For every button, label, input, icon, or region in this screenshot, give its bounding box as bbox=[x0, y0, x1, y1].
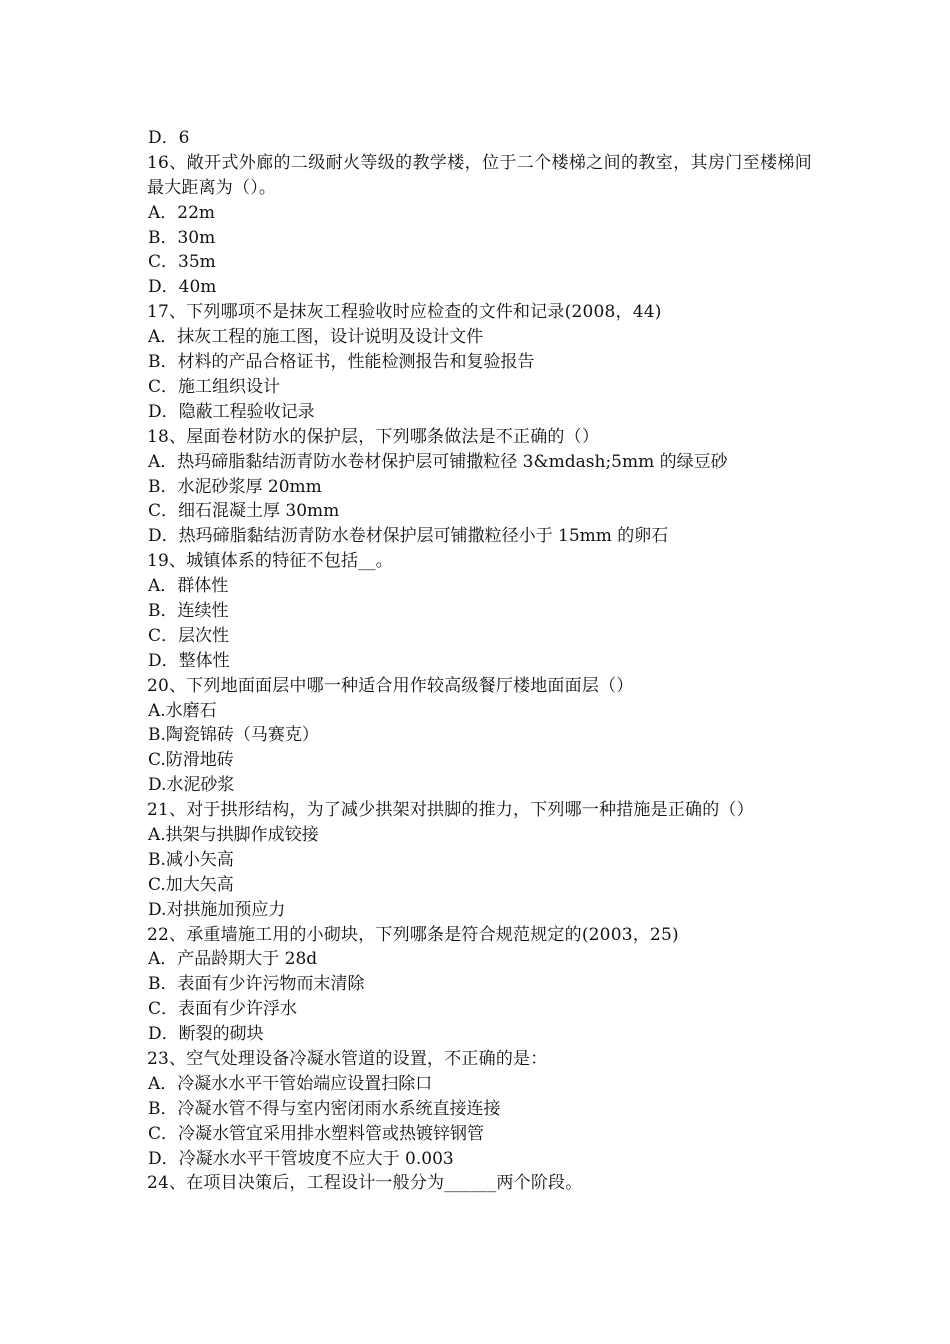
answer-option: A．产品龄期大于 28d bbox=[148, 949, 318, 970]
answer-option: B．表面有少许污物而末清除 bbox=[148, 974, 365, 995]
answer-option: D.对拱施加预应力 bbox=[148, 899, 286, 920]
answer-option: A.拱架与拱脚作成铰接 bbox=[148, 824, 319, 845]
answer-option: B．连续性 bbox=[148, 600, 229, 621]
question-text: 16、敞开式外廊的二级耐火等级的教学楼，位于二个楼梯之间的教室，其房门至楼梯间最大距离为（）。 bbox=[147, 152, 812, 198]
question-text: 21、对于拱形结构，为了减少拱架对拱脚的推力，下列哪一种措施是正确的（） bbox=[147, 800, 754, 821]
answer-option: A．群体性 bbox=[148, 576, 229, 597]
answer-option: A.水磨石 bbox=[148, 700, 217, 721]
answer-option: C.加大矢高 bbox=[148, 874, 234, 895]
question-text: 18、屋面卷材防水的保护层，下列哪条做法是不正确的（） bbox=[147, 426, 600, 447]
answer-option: B.陶瓷锦砖（马赛克） bbox=[148, 725, 319, 746]
answer-option: A．抹灰工程的施工图，设计说明及设计文件 bbox=[148, 327, 484, 348]
answer-option: C．35m bbox=[148, 252, 216, 273]
answer-option: B.减小矢高 bbox=[148, 849, 234, 870]
answer-option: D．热玛碲脂黏结沥青防水卷材保护层可铺撒粒径小于 15mm 的卵石 bbox=[148, 526, 669, 547]
document-body bbox=[147, 126, 812, 1196]
answer-option: B．材料的产品合格证书，性能检测报告和复验报告 bbox=[148, 352, 535, 373]
question-text: 17、下列哪项不是抹灰工程验收时应检查的文件和记录(2008，44) bbox=[147, 302, 662, 323]
answer-option: D．断裂的砌块 bbox=[148, 1024, 264, 1045]
answer-option: C．层次性 bbox=[148, 625, 230, 646]
answer-option: C．表面有少许浮水 bbox=[148, 999, 298, 1020]
answer-option: C．细石混凝土厚 30mm bbox=[148, 501, 340, 522]
answer-option: C．施工组织设计 bbox=[148, 376, 281, 397]
question-text: 20、下列地面面层中哪一种适合用作较高级餐厅楼地面面层（） bbox=[147, 675, 634, 696]
answer-option: D．6 bbox=[148, 128, 190, 148]
answer-option: D．隐蔽工程验收记录 bbox=[148, 401, 315, 422]
answer-option: C．冷凝水管宜采用排水塑料管或热镀锌钢管 bbox=[148, 1123, 485, 1144]
answer-option: D．40m bbox=[148, 277, 217, 298]
answer-option: B．冷凝水管不得与室内密闭雨水系统直接连接 bbox=[148, 1098, 501, 1119]
question-text: 23、空气处理设备冷凝水管道的设置，不正确的是： bbox=[147, 1049, 548, 1069]
question-text: 22、承重墙施工用的小砌块，下列哪条是符合规范规定的(2003，25) bbox=[147, 924, 679, 945]
answer-option: D．整体性 bbox=[148, 650, 230, 671]
answer-option: C.防滑地砖 bbox=[148, 750, 234, 771]
answer-option: A．热玛碲脂黏结沥青防水卷材保护层可铺撒粒径 3&mdash;5mm 的绿豆砂 bbox=[148, 451, 728, 472]
answer-option: D．冷凝水水平干管坡度不应大于 0.003 bbox=[148, 1148, 454, 1169]
answer-option: A．22m bbox=[148, 202, 216, 223]
answer-option: B．30m bbox=[148, 227, 216, 248]
answer-option: B．水泥砂浆厚 20mm bbox=[148, 476, 322, 497]
answer-option: A．冷凝水水平干管始端应设置扫除口 bbox=[148, 1073, 433, 1094]
question-text: 19、城镇体系的特征不包括__。 bbox=[147, 551, 393, 572]
answer-option: D.水泥砂浆 bbox=[148, 775, 235, 796]
question-text: 24、在项目决策后，工程设计一般分为______两个阶段。 bbox=[147, 1173, 583, 1194]
